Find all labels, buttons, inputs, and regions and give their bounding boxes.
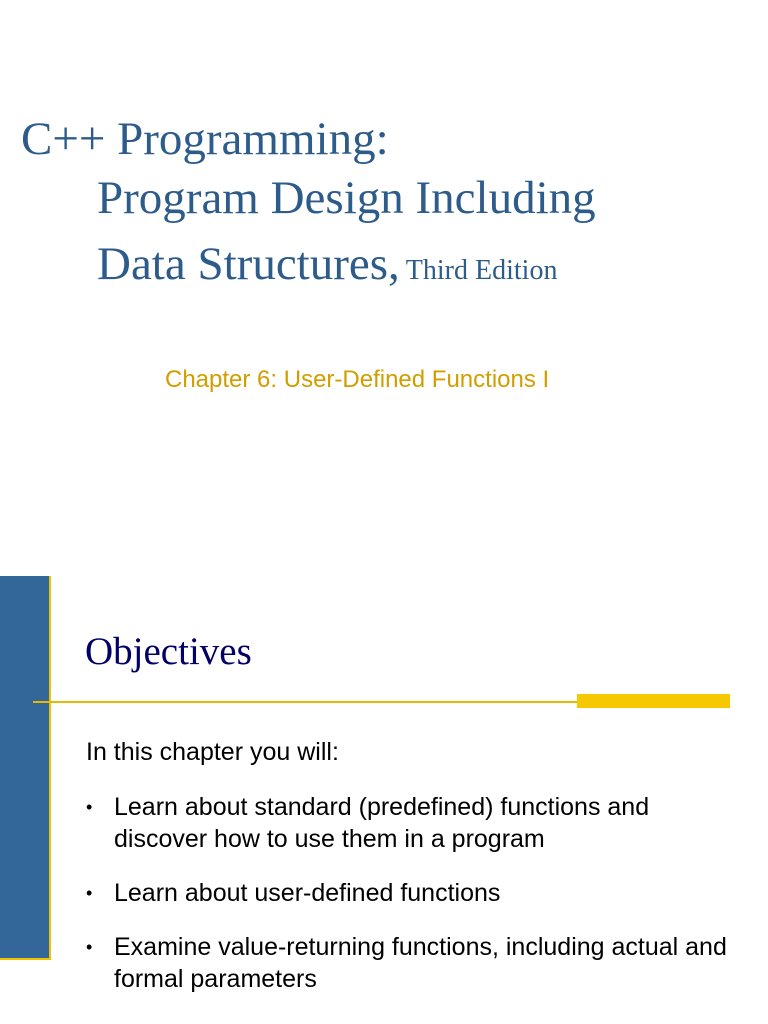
list-item [86, 931, 746, 995]
bullet-icon: • [86, 883, 93, 903]
book-title-line-1: C++ Programming: [21, 113, 389, 165]
list-item-text: Examine value-returning functions, including actual and formal parameters [114, 933, 727, 993]
bullet-icon: • [86, 937, 93, 957]
list-item-text: Learn about standard (predefined) functions and discover how to use them in a program [114, 793, 650, 853]
slide-heading: Objectives [85, 630, 252, 673]
edition-label: Third Edition [405, 255, 558, 286]
book-title-line-2: Program Design Including [97, 172, 596, 224]
slide-side-bar [0, 576, 51, 960]
objectives-slide [0, 576, 768, 1024]
chapter-subtitle: Chapter 6: User-Defined Functions I [165, 366, 550, 393]
book-title-line-3 [97, 238, 558, 290]
list-item [86, 791, 746, 855]
bullet-icon: • [86, 797, 93, 817]
book-title-line-3-text: Data Structures, [97, 238, 400, 290]
list-item [86, 877, 746, 909]
heading-divider-accent [577, 694, 730, 708]
list-item-text: Learn about user-defined functions [114, 879, 501, 907]
objectives-list [86, 791, 746, 1017]
objectives-intro: In this chapter you will: [86, 738, 339, 766]
heading-divider-line [33, 701, 578, 703]
